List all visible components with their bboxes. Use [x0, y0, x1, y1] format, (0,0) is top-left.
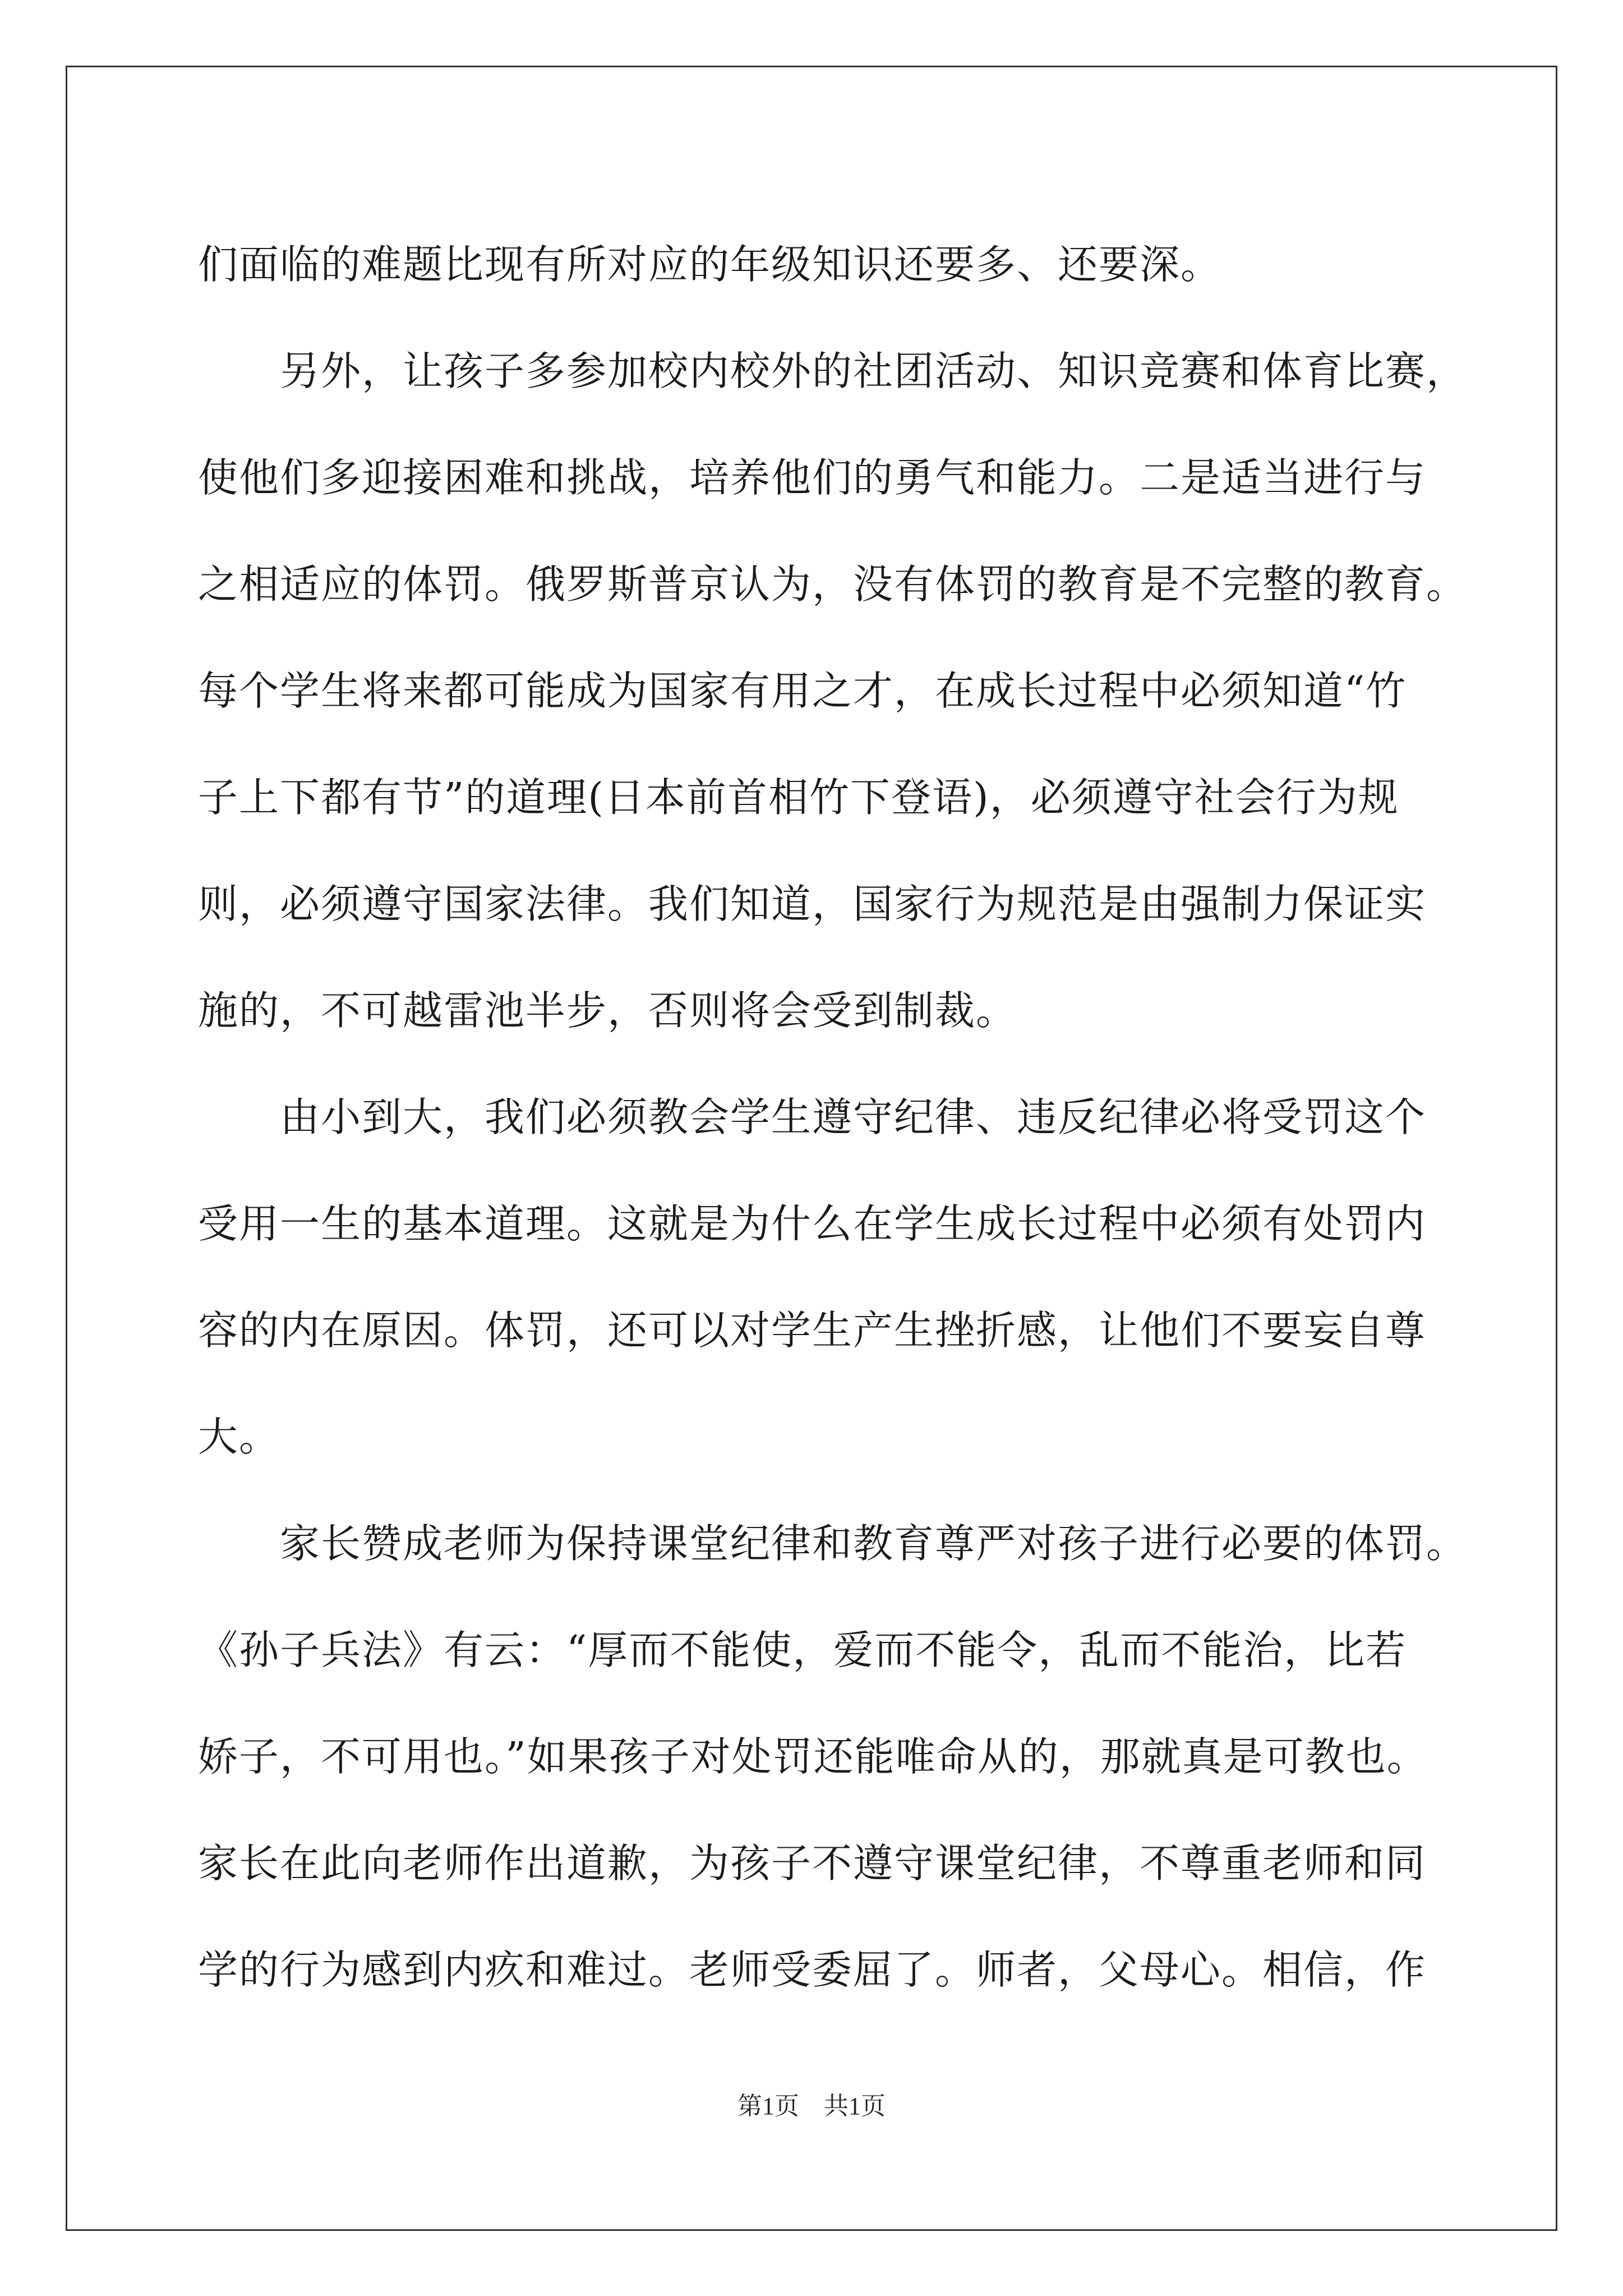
- text-line: 由小到大，我们必须教会学生遵守纪律、违反纪律必将受罚这个: [280, 1094, 1427, 1140]
- text-line: 子上下都有节”的道理(日本前首相竹下登语)，必须遵守社会行为规: [198, 774, 1399, 821]
- text-line: 另外，让孩子多参加校内校外的社团活动、知识竞赛和体育比赛，: [280, 348, 1468, 394]
- text-line: 受用一生的基本道理。这就是为什么在学生成长过程中必须有处罚内: [198, 1200, 1427, 1247]
- document-body: [198, 211, 1468, 2023]
- text-line: 容的内在原因。体罚，还可以对学生产生挫折感，让他们不要妄自尊: [198, 1307, 1427, 1354]
- text-line: 《孙子兵法》有云：“厚而不能使，爱而不能令，乱而不能治，比若: [198, 1627, 1407, 1673]
- text-line: 使他们多迎接困难和挑战，培养他们的勇气和能力。二是适当进行与: [198, 454, 1427, 501]
- text-line: 每个学生将来都可能成为国家有用之才，在成长过程中必须知道“竹: [198, 668, 1407, 714]
- page-number-footer: 第1页 共1页: [737, 2092, 886, 2120]
- text-line: 学的行为感到内疚和难过。老师受委屈了。师者，父母心。相信，作: [198, 1947, 1427, 1993]
- text-line: 们面临的难题比现有所对应的年级知识还要多、还要深。: [198, 241, 1222, 288]
- text-line: 则，必须遵守国家法律。我们知道，国家行为规范是由强制力保证实: [198, 881, 1427, 927]
- text-line: 施的，不可越雷池半步，否则将会受到制裁。: [198, 987, 1017, 1034]
- text-line: 之相适应的体罚。俄罗斯普京认为，没有体罚的教育是不完整的教育。: [198, 561, 1468, 608]
- text-line: 家长在此向老师作出道歉，为孩子不遵守课堂纪律，不尊重老师和同: [198, 1840, 1427, 1887]
- text-line: 娇子，不可用也。”如果孩子对处罚还能唯命从的，那就真是可教也。: [198, 1733, 1428, 1780]
- text-line: 大。: [198, 1414, 280, 1460]
- text-line: 家长赞成老师为保持课堂纪律和教育尊严对孩子进行必要的体罚。: [280, 1520, 1468, 1567]
